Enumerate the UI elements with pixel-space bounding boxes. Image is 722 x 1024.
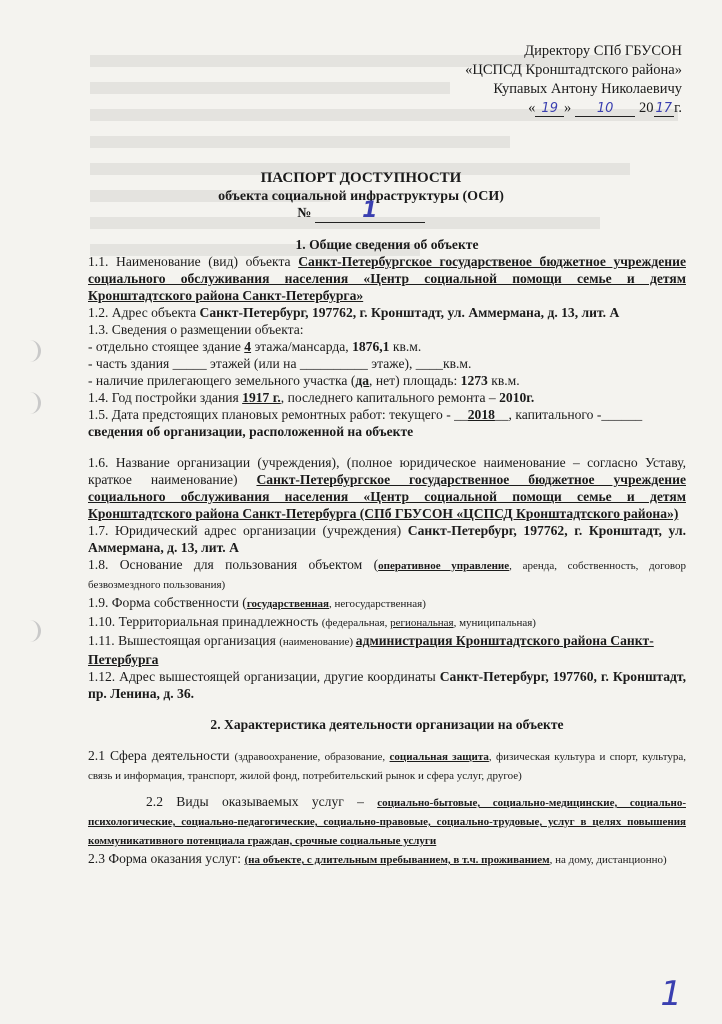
field-1-4: 1.4. Год постройки здания 1917 г., последнего капитального ремонта – 2010г. [88,390,535,405]
section-1-heading: 1. Общие сведения об объекте [295,237,479,252]
field-1-5: 1.5. Дата предстоящих плановых ремонтных работ: текущего - __2018__, капитального -______ [88,407,643,422]
addressee-line-1: Директору СПб ГБУСОН [524,43,682,59]
date-year: 17 [655,101,673,116]
document-title: ПАСПОРТ ДОСТУПНОСТИ [260,170,462,186]
date-day: 19 [535,101,564,117]
field-2-3: 2.3 Форма оказания услуг: (на объекте, с длительным пребыванием, в т.ч. проживанием, на дому, дистанционно) [88,851,667,866]
field-1-9: 1.9. Форма собственности (государственная, негосударственная) [88,595,426,610]
field-1-8: 1.8. Основание для пользования объектом (оперативное управление, аренда, собственность, договор безвозмездного пользования) [88,557,686,591]
field-1-10: 1.10. Территориальная принадлежность (федеральная, региональная, муниципальная) [88,614,536,629]
document-number-value: 1 [362,198,378,223]
field-1-3: 1.3. Сведения о размещении объекта: [88,322,304,337]
approval-date: « 19 » 10 20 17 г. [528,100,682,116]
document-number: № 1 [0,204,722,223]
section-2-heading: 2. Характеристика деятельности организации на объекте [210,717,564,732]
addressee-block [352,42,682,118]
field-1-7: 1.7. Юридический адрес организации (учреждения) Санкт-Петербург, 197762, г. Кронштадт, ул. Аммермана, д. 13, лит. А [88,523,687,555]
document-body [88,236,686,869]
addressee-line-2: «ЦСПСД Кронштадтского района» [465,62,682,78]
field-1-3-part: - часть здания _____ этажей (или на __________ этаже), ____кв.м. [88,356,472,371]
field-1-12: 1.12. Адрес вышестоящей организации, другие координаты Санкт-Петербург, 197760, г. Кронштадт, пр. Ленина, д. 36. [88,669,686,701]
addressee-line-3: Купавых Антону Николаевичу [493,81,682,97]
field-2-2: 2.2 Виды оказываемых услуг – социально-бытовые, социально-медицинские, социально-психологические, социально-педагогические, социально-правовые, социально-трудовые, услуг в целях повышения коммуникативного потенциала граждан, срочные социальные услуги [88,794,686,847]
field-1-2: 1.2. Адрес объекта Санкт-Петербург, 197762, г. Кронштадт, ул. Аммермана, д. 13, лит. А [88,305,620,320]
field-1-6: 1.6. Название организации (учреждения), (полное юридическое наименование – согласно Уставу, краткое наименование) Санкт-Петербургское государственное бюджетное учреждение социального обслуживания населения «Центр социальной помощи семье и детям Кронштадтского района Санкт-Петербурга (СПб ГБУСОН «ЦСПСД Кронштадтского района») [88,455,686,521]
field-1-11: 1.11. Вышестоящая организация (наименование) администрация Кронштадтского района Санкт-Петербурга [88,633,654,667]
field-1-3-building: - отдельно стоящее здание 4 этажа/мансарда, 1876,1 кв.м. [88,339,422,354]
org-subheading: сведения об организации, расположенной на объекте [88,424,414,439]
field-1-1: 1.1. Наименование (вид) объекта Санкт-Петербургское государственое бюджетное учреждение социального обслуживания населения «Центр социальной помощи семье и детям Кронштадтского района Санкт-Петербурга» [88,254,686,303]
document-subtitle: объекта социальной инфраструктуры (ОСИ) [218,189,504,204]
field-1-3-land: - наличие прилегающего земельного участка (да, нет) площадь: 1273 кв.м. [88,373,520,388]
page-number: 1 [660,974,682,1014]
field-2-1: 2.1 Сфера деятельности (здравоохранение, образование, социальная защита, физическая культура и спорт, культура, связь и информация, транспорт, жилой фонд, потребительский рынок и сфера услуг, другое) [88,748,686,782]
date-month: 10 [575,101,636,117]
